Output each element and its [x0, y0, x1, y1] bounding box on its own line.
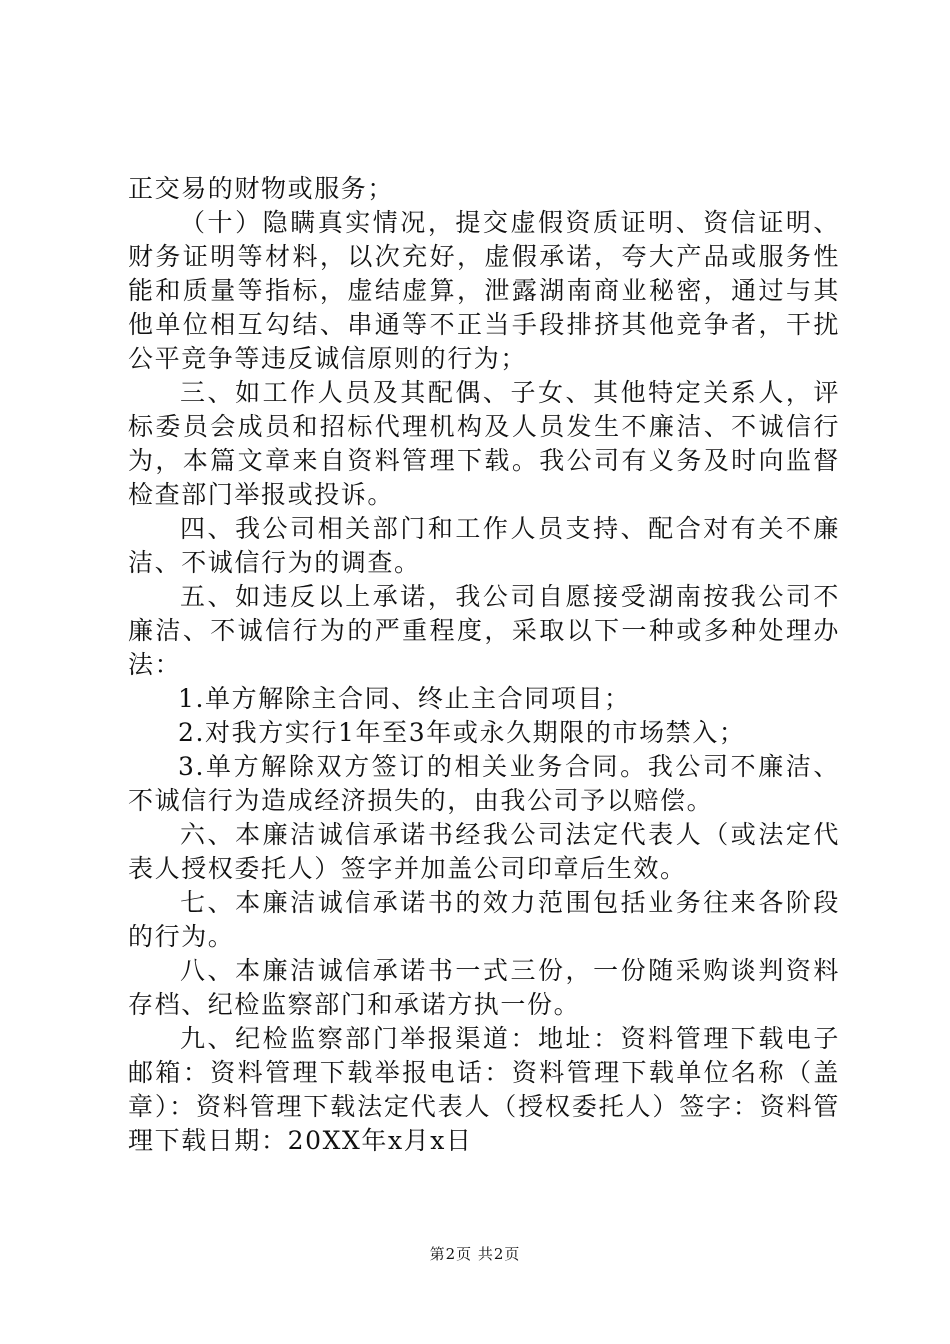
paragraph-section-nine: 九、纪检监察部门举报渠道：地址：资料管理下载电子邮箱：资料管理下载举报电话：资料管理下载单位名称（盖章）：资料管理下载法定代表人（授权委托人）签字：资料管理下载日期：20XX年x月x日 — [128, 1024, 840, 1155]
paragraph-section-three: 三、如工作人员及其配偶、子女、其他特定关系人，评标委员会成员和招标代理机构及人员发生不廉洁、不诚信行为，本篇文章来自资料管理下载。我公司有义务及时向监督检查部门举报或投诉。 — [128, 378, 840, 509]
list-item-3: 3.单方解除双方签订的相关业务合同。我公司不廉洁、不诚信行为造成经济损失的，由我公司予以赔偿。 — [128, 752, 840, 815]
page-number-footer: 第2页 共2页 — [429, 1245, 521, 1263]
list-item-2: 2.对我方实行1年至3年或永久期限的市场禁入； — [178, 718, 746, 747]
paragraph-section-five: 五、如违反以上承诺，我公司自愿接受湖南按我公司不廉洁、不诚信行为的严重程度，采取以下一种或多种处理办法： — [128, 582, 840, 679]
paragraph-section-eight: 八、本廉洁诚信承诺书一式三份，一份随采购谈判资料存档、纪检监察部门和承诺方执一份。 — [128, 956, 840, 1019]
document-body — [128, 172, 840, 1158]
paragraph-section-four: 四、我公司相关部门和工作人员支持、配合对有关不廉洁、不诚信行为的调查。 — [128, 514, 840, 577]
paragraph-continuation: 正交易的财物或服务； — [128, 174, 395, 203]
list-item-1: 1.单方解除主合同、终止主合同项目； — [178, 684, 631, 713]
paragraph-section-six: 六、本廉洁诚信承诺书经我公司法定代表人（或法定代表人授权委托人）签字并加盖公司印章后生效。 — [128, 820, 840, 883]
paragraph-item-ten: （十）隐瞒真实情况，提交虚假资质证明、资信证明、财务证明等材料，以次充好，虚假承诺，夸大产品或服务性能和质量等指标，虚结虚算，泄露湖南商业秘密，通过与其他单位相互勾结、串通等不正当手段排挤其他竞争者，干扰公平竞争等违反诚信原则的行为； — [128, 208, 840, 373]
paragraph-section-seven: 七、本廉洁诚信承诺书的效力范围包括业务往来各阶段的行为。 — [128, 888, 840, 951]
